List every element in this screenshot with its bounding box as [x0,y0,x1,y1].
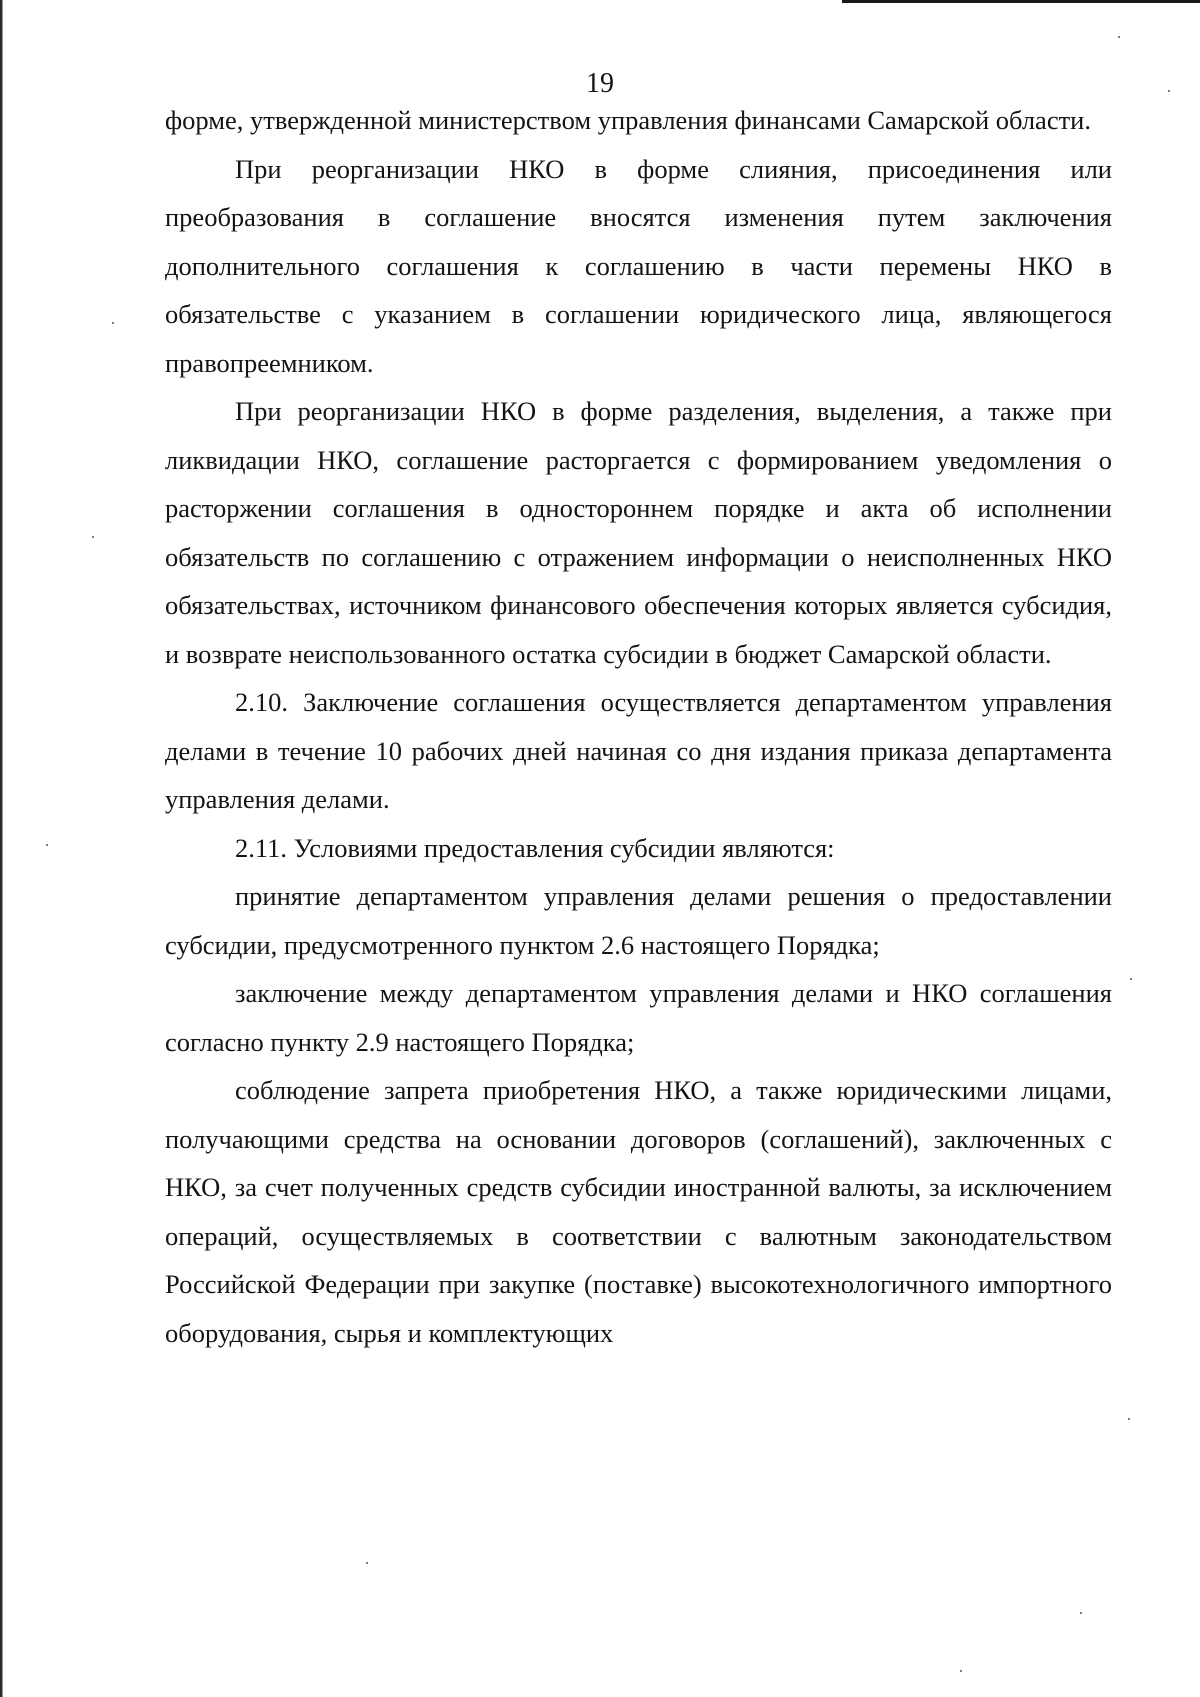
scan-speck [1168,90,1170,92]
scan-top-edge [842,0,1200,3]
paragraph-2-11: 2.11. Условиями предоставления субсидии являются: [235,832,835,863]
paragraph-condition-decision: принятие департаментом управления делами решения о предоставлении субсидии, предусмотренного пунктом 2.6 настоящего Порядка; [165,881,1112,960]
document-body [165,96,1112,1357]
scan-speck [1118,36,1120,38]
paragraph-reorganization-division: При реорганизации НКО в форме разделения, выделения, а также при ликвидации НКО, соглашение расторгается с формированием уведомления о расторжении соглашения в одностороннем порядке и акта об исполнении обязательств по соглашению с отражением информации о неисполненных НКО обязательствах, источником финансового обеспечения которых является субсидия, и возврате неиспользованного остатка субсидии в бюджет Самарской области. [165,396,1112,669]
scan-speck [1130,978,1132,980]
paragraph-continuation: форме, утвержденной министерством управления финансами Самарской области. [165,105,1091,135]
paragraph-reorganization-merger: При реорганизации НКО в форме слияния, присоединения или преобразования в соглашение вносятся изменения путем заключения дополнительного соглашения к соглашению в части перемены НКО в обязательстве с указанием в соглашении юридического лица, являющегося правопреемником. [165,153,1112,378]
scan-left-edge [0,0,3,1697]
page-number: 19 [586,68,614,99]
scan-speck [1080,1612,1082,1614]
scan-speck [92,536,94,538]
scan-speck [960,1670,962,1672]
paragraph-2-10: 2.10. Заключение соглашения осуществляется департаментом управления делами в течение 10 рабочих дней начиная со дня издания приказа департамента управления делами. [165,687,1112,814]
paragraph-condition-agreement: заключение между департаментом управления делами и НКО соглашения согласно пункту 2.9 настоящего Порядка; [165,978,1112,1057]
paragraph-condition-currency-ban: соблюдение запрета приобретения НКО, а также юридическими лицами, получающими средства на основании договоров (соглашений), заключенных с НКО, за счет полученных средств субсидии иностранной валюты, за исключением операций, осуществляемых в соответствии с валютным законодательством Российской Федерации при закупке (поставке) высокотехнологичного импортного оборудования, сырья и комплектующих [165,1075,1112,1348]
scan-speck [112,322,114,324]
scan-speck [46,844,48,846]
scan-speck [366,1562,368,1564]
scan-speck [1128,1418,1130,1420]
